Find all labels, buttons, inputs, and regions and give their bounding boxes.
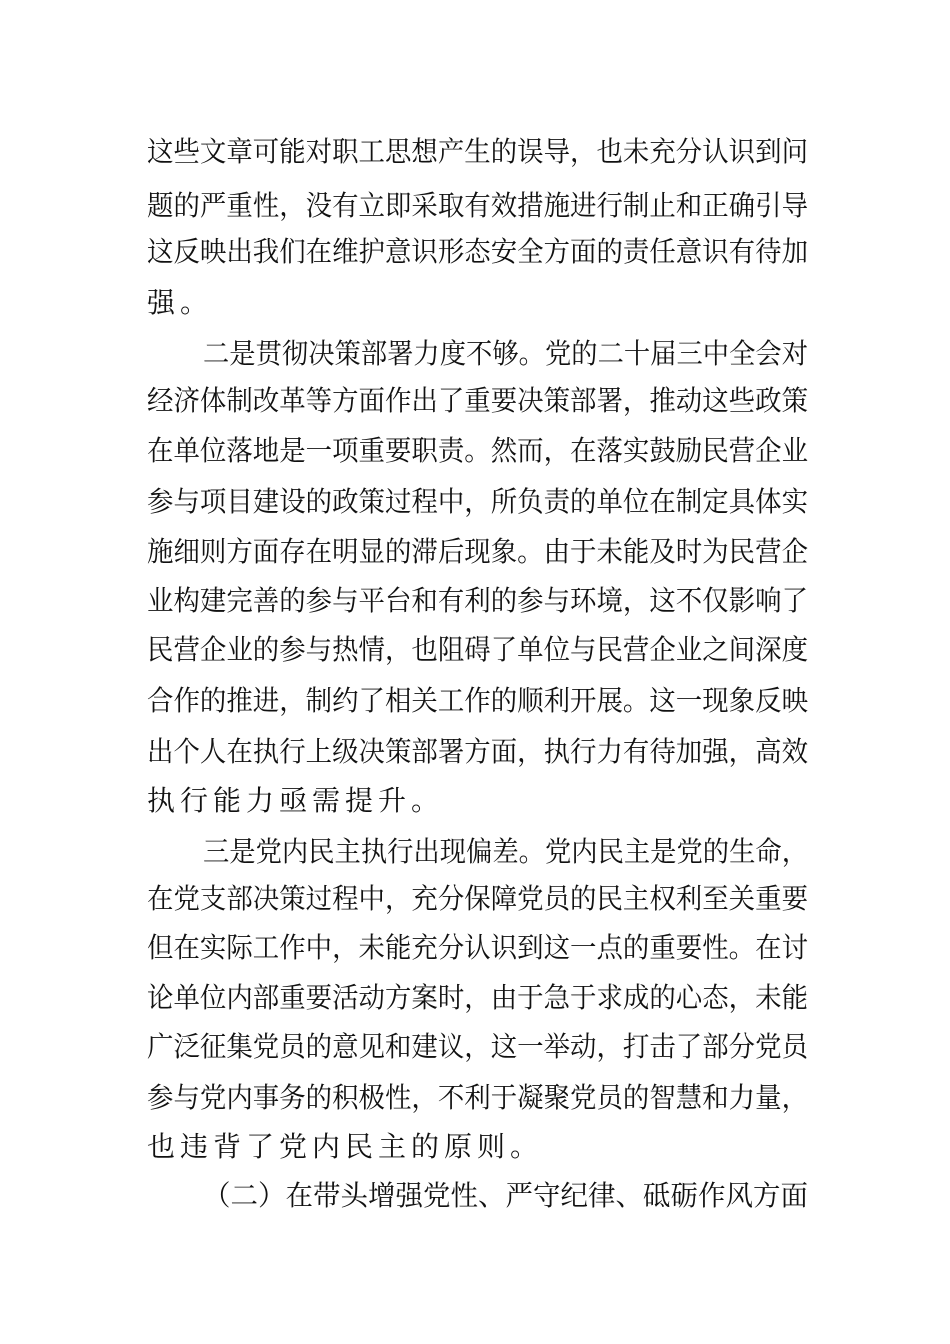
text-line: 论单位内部重要活动方案时，由于急于求成的心态，未能 — [147, 981, 809, 1014]
text-line: 这些文章可能对职工思想产生的误导，也未充分认识到问 — [147, 135, 809, 168]
text-line: 这反映出我们在维护意识形态安全方面的责任意识有待加 — [147, 235, 809, 268]
text-line: 也违背了党内民主的原则。 — [147, 1130, 544, 1163]
text-line: 二是贯彻决策部署力度不够。党的二十届三中全会对 — [203, 337, 809, 370]
text-line: 题的严重性，没有立即采取有效措施进行制止和正确引导 — [147, 189, 809, 222]
text-line: 参与党内事务的积极性，不利于凝聚党员的智慧和力量， — [147, 1081, 809, 1114]
text-line: 执行能力亟需提升。 — [147, 784, 445, 817]
text-line: 但在实际工作中，未能充分认识到这一点的重要性。在讨 — [147, 931, 809, 964]
text-line: 在单位落地是一项重要职责。然而，在落实鼓励民营企业 — [147, 434, 809, 467]
text-line: 三是党内民主执行出现偏差。党内民主是党的生命， — [203, 835, 809, 868]
section-heading: （二）在带头增强党性、严守纪律、砥砺作风方面 — [203, 1179, 809, 1212]
text-line: 参与项目建设的政策过程中，所负责的单位在制定具体实 — [147, 485, 809, 518]
text-line: 施细则方面存在明显的滞后现象。由于未能及时为民营企 — [147, 535, 809, 568]
text-line: 民营企业的参与热情，也阻碍了单位与民营企业之间深度 — [147, 633, 809, 666]
text-line: 强。 — [147, 286, 214, 319]
text-line: 经济体制改革等方面作出了重要决策部署，推动这些政策 — [147, 384, 809, 417]
text-line: 合作的推进，制约了相关工作的顺利开展。这一现象反映 — [147, 684, 809, 717]
text-line: 出个人在执行上级决策部署方面，执行力有待加强，高效 — [147, 735, 809, 768]
text-line: 业构建完善的参与平台和有利的参与环境，这不仅影响了 — [147, 584, 809, 617]
text-line: 在党支部决策过程中，充分保障党员的民主权利至关重要 — [147, 882, 809, 915]
text-line: 广泛征集党员的意见和建议，这一举动，打击了部分党员 — [147, 1030, 809, 1063]
